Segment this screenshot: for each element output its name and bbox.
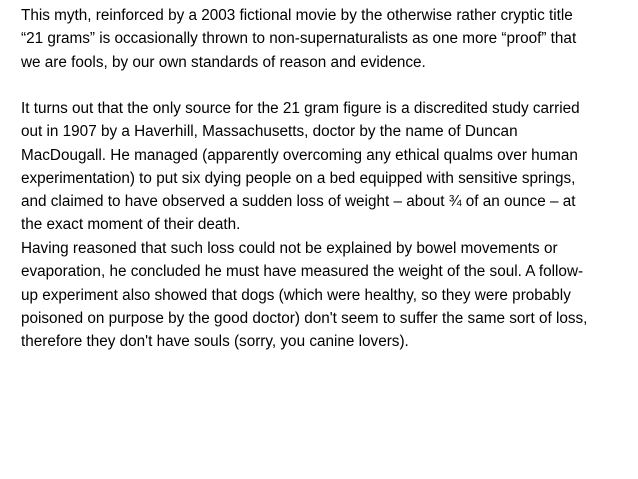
paragraph-line: and claimed to have observed a sudden loss of weight – about ¾ of an ounce – at [21, 193, 576, 211]
paragraph-line: the exact moment of their death. [21, 216, 241, 234]
paragraph-line: Having reasoned that such loss could not be explained by bowel movements or [21, 240, 558, 257]
paragraph-line: therefore they don't have souls (sorry, you canine lovers). [21, 333, 409, 351]
paragraph-line: “21 grams” is occasionally thrown to non-supernaturalists as one more “proof” that [21, 30, 577, 48]
paragraph-line: experimentation) to put six dying people on a bed equipped with sensitive springs, [21, 169, 576, 187]
paragraph-line: It turns out that the only source for the 21 gram figure is a discredited study carried [21, 100, 580, 117]
paragraph-line: out in 1907 by a Haverhill, Massachusetts, doctor by the name of Duncan [21, 123, 518, 141]
paragraph-line: This myth, reinforced by a 2003 fictional movie by the otherwise rather cryptic title [21, 7, 573, 24]
paragraph-1 [21, 4, 636, 74]
paragraph-line: evaporation, he concluded he must have measured the weight of the soul. A follow- [21, 263, 584, 281]
paragraph-line: MacDougall. He managed (apparently overcoming any ethical qualms over human [21, 146, 578, 164]
paragraph-3 [21, 237, 636, 353]
paragraph-line: up experiment also showed that dogs (which were healthy, so they were probably [21, 286, 571, 304]
paragraph-line: poisoned on purpose by the good doctor) don't seem to suffer the same sort of loss, [21, 309, 588, 327]
paragraph-line: we are fools, by our own standards of reason and evidence. [21, 53, 426, 71]
paragraph-2 [21, 97, 636, 237]
